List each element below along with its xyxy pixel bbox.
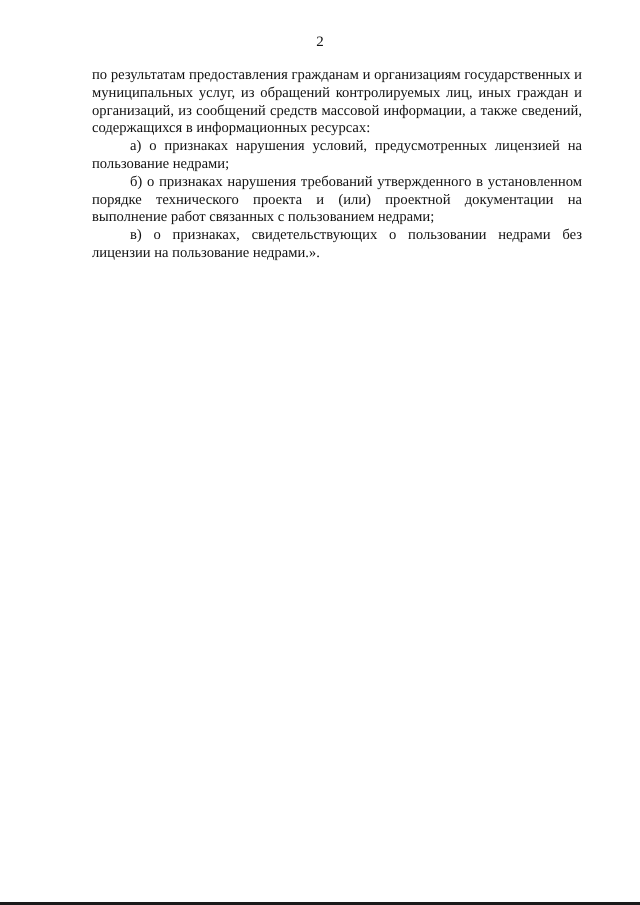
page-number: 2 [316,34,324,50]
document-body [92,67,582,263]
paragraph-item-a: а) о признаках нарушения условий, предусмотренных лицензией на пользование недрами; [92,138,582,172]
paragraph-intro: по результатам предоставления гражданам и организациям государственных и муниципальных услуг, из обращений контролируемых лиц, иных граждан и организаций, из сообщений средств массовой информации, а также сведений, содержащихся в информационных ресурсах: [92,67,582,137]
paragraph-item-b: б) о признаках нарушения требований утвержденного в установленном порядке технического проекта и (или) проектной документации на выполнение работ связанных с пользованием недрами; [92,173,582,226]
paragraph-item-v: в) о признаках, свидетельствующих о пользовании недрами без лицензии на пользование недрами.». [92,227,582,261]
